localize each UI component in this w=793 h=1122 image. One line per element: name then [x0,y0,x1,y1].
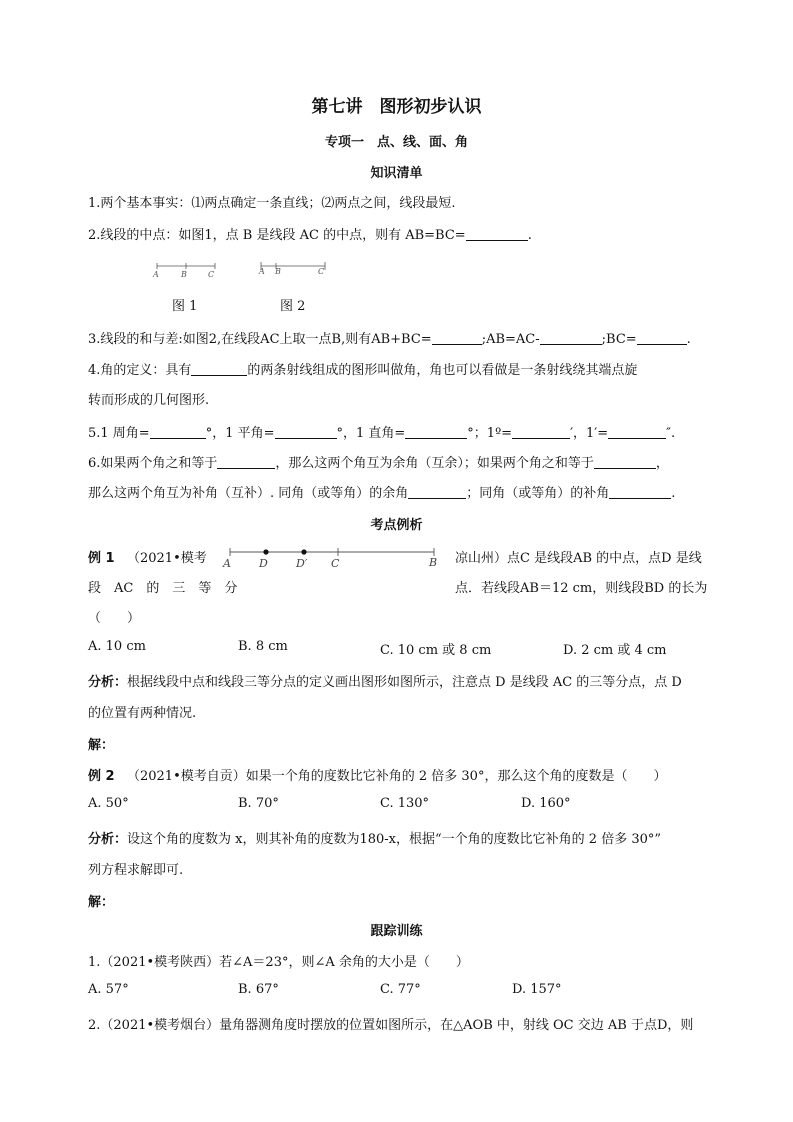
knowledge-line-6-text: ；同角（或等角）的补角 [466,486,610,501]
knowledge-line-2 [88,224,532,243]
segment-figures [145,258,345,282]
example-1-option-d: D. 2 cm 或 4 cm [563,643,667,658]
example-1-line-2a: 段 AC 的 三 等 分 [88,581,238,596]
example-2-option-d: D. 160° [521,796,571,811]
knowledge-line-5-text: °；1º= [467,426,513,441]
figure-1-caption: 图 1 [172,299,198,314]
analysis-label: 分析： [88,832,128,847]
answer-blank [432,331,482,345]
knowledge-line-3-end: . [686,332,691,347]
knowledge-line-6-text: ， [655,456,669,471]
fig2-label-c: C [318,267,325,276]
ex1-label-b: B [429,556,438,569]
example-1-analysis-cont: 的位置有两种情况. [88,706,197,721]
example-1-option-c: C. 10 cm 或 8 cm [380,643,492,658]
fig2-label-a: A [259,267,265,276]
figure-2-segment [258,262,325,276]
section-training: 跟踪训练 [370,924,423,939]
example-1-line-2b: 点．若线段AB＝12 cm，则线段BD 的长为 [455,581,708,596]
answer-blank [466,227,528,241]
example-1-line-1-end: 凉山州）点C 是线段AB 的中点，点D 是线 [455,551,702,566]
training-question-1: 1.（2021•模考陕西）若∠A＝23°，则∠A 余角的大小是（ ） [88,955,469,970]
knowledge-line-5 [88,422,675,441]
example-2-analysis [88,828,661,847]
fig1-label-a: A [153,270,159,279]
example-2-label: 例 2 [88,769,115,784]
topic-heading: 专项一 点、线、面、角 [324,135,468,150]
knowledge-line-5-end: ″. [666,426,676,441]
answer-blank [540,331,602,345]
example-2-line-1 [88,765,666,784]
answer-blank [609,485,671,499]
knowledge-line-6-cont [88,482,675,501]
answer-blank [191,362,247,376]
answer-blank [150,425,206,439]
example-2-text: （2021•模考自贡）如果一个角的度数比它补角的 2 倍多 30°，那么这个角的度数是（ ） [126,769,667,784]
answer-blank [608,425,666,439]
answer-blank [637,331,687,345]
knowledge-line-3 [88,328,691,347]
knowledge-line-3-text: 3.线段的和与差:如图2,在线段AC上取一点B,则有AB+BC= [88,332,432,347]
knowledge-line-4-text: 4.角的定义：具有 [88,363,192,378]
ex1-label-d: D [259,557,268,570]
knowledge-line-4-text: 的两条射线组成的图形叫做角，角也可以看做是一条射线绕其端点旋 [247,363,638,378]
answer-blank [512,425,570,439]
knowledge-line-4 [88,359,637,378]
knowledge-line-5-text: ′，1′= [570,426,609,441]
example-2-option-a: A. 50° [88,796,129,811]
example-2-analysis-cont: 列方程求解即可. [88,863,184,878]
knowledge-line-6-end: . [671,486,676,501]
analysis-text: 设这个角的度数为 x，则其补角的度数为180-x，根据“一个角的度数比它补角的 2 倍多 30°” [127,832,662,847]
answer-blank [408,485,466,499]
example-1-figure [220,543,445,573]
example-1-label: 例 1 [88,551,115,566]
figure-2-caption: 图 2 [280,299,306,314]
example-1-line-1 [88,547,207,566]
knowledge-line-5-text: °，1 平角= [205,426,275,441]
knowledge-line-2-text: 2.线段的中点：如图1，点 B 是线段 AC 的中点，则有 AB=BC= [88,228,466,243]
example-1-analysis [88,671,682,690]
answer-blank [275,425,337,439]
fig2-label-b: B [275,267,281,276]
knowledge-line-6-text: ，那么这两个角互为余角（互余）；如果两个角之和等于 [275,456,594,471]
example-1-solution-label: 解： [88,738,115,753]
ex1-label-c: C [331,557,340,570]
example-1-option-b: B. 8 cm [238,639,288,654]
analysis-text: 根据线段中点和线段三等分点的定义画出图形如图所示，注意点 D 是线段 AC 的三等分点，点 D [127,675,682,690]
training-q1-option-c: C. 77° [380,982,421,997]
section-knowledge: 知识清单 [370,166,423,181]
fig1-label-c: C [208,270,215,279]
example-1-option-a: A. 10 cm [88,639,146,654]
training-q1-option-a: A. 57° [88,982,129,997]
example-2-solution-label: 解： [88,895,115,910]
ex1-label-d-prime: D′ [296,557,308,570]
fig1-label-b: B [181,270,187,279]
training-question-2: 2.（2021•模考烟台）量角器测角度时摆放的位置如图所示，在△AOB 中，射线 OC 交边 AB 于点D，则 [88,1018,694,1033]
knowledge-line-1: 1.两个基本事实：⑴两点确定一条直线；⑵两点之间，线段最短. [88,196,456,211]
knowledge-line-3-text: ;AB=AC- [481,332,540,347]
knowledge-line-6-text: 那么这两个角互为补角（互补）. 同角（或等角）的余角 [88,486,409,501]
knowledge-line-2-end: . [527,228,532,243]
answer-blank [405,425,467,439]
ex1-label-a: A [223,557,231,570]
answer-blank [594,455,656,469]
page-title: 第七讲 图形初步认识 [311,97,482,117]
knowledge-line-5-text: °，1 直角= [336,426,406,441]
knowledge-line-5-text: 5.1 周角= [88,426,150,441]
knowledge-line-6-text: 6.如果两个角之和等于 [88,456,218,471]
example-2-option-c: C. 130° [380,796,430,811]
training-q1-option-d: D. 157° [512,982,562,997]
analysis-label: 分析： [88,675,128,690]
example-1-source: （2021•模考 [126,551,207,566]
section-examples: 考点例析 [370,518,423,533]
knowledge-line-3-text: ;BC= [601,332,637,347]
figure-1-segment [152,263,215,279]
example-1-paren: （ ） [88,611,141,626]
knowledge-line-6 [88,452,669,471]
knowledge-line-4-cont: 转而形成的几何图形. [88,393,210,408]
example-2-option-b: B. 70° [238,796,279,811]
training-q1-option-b: B. 67° [238,982,279,997]
answer-blank [217,455,275,469]
